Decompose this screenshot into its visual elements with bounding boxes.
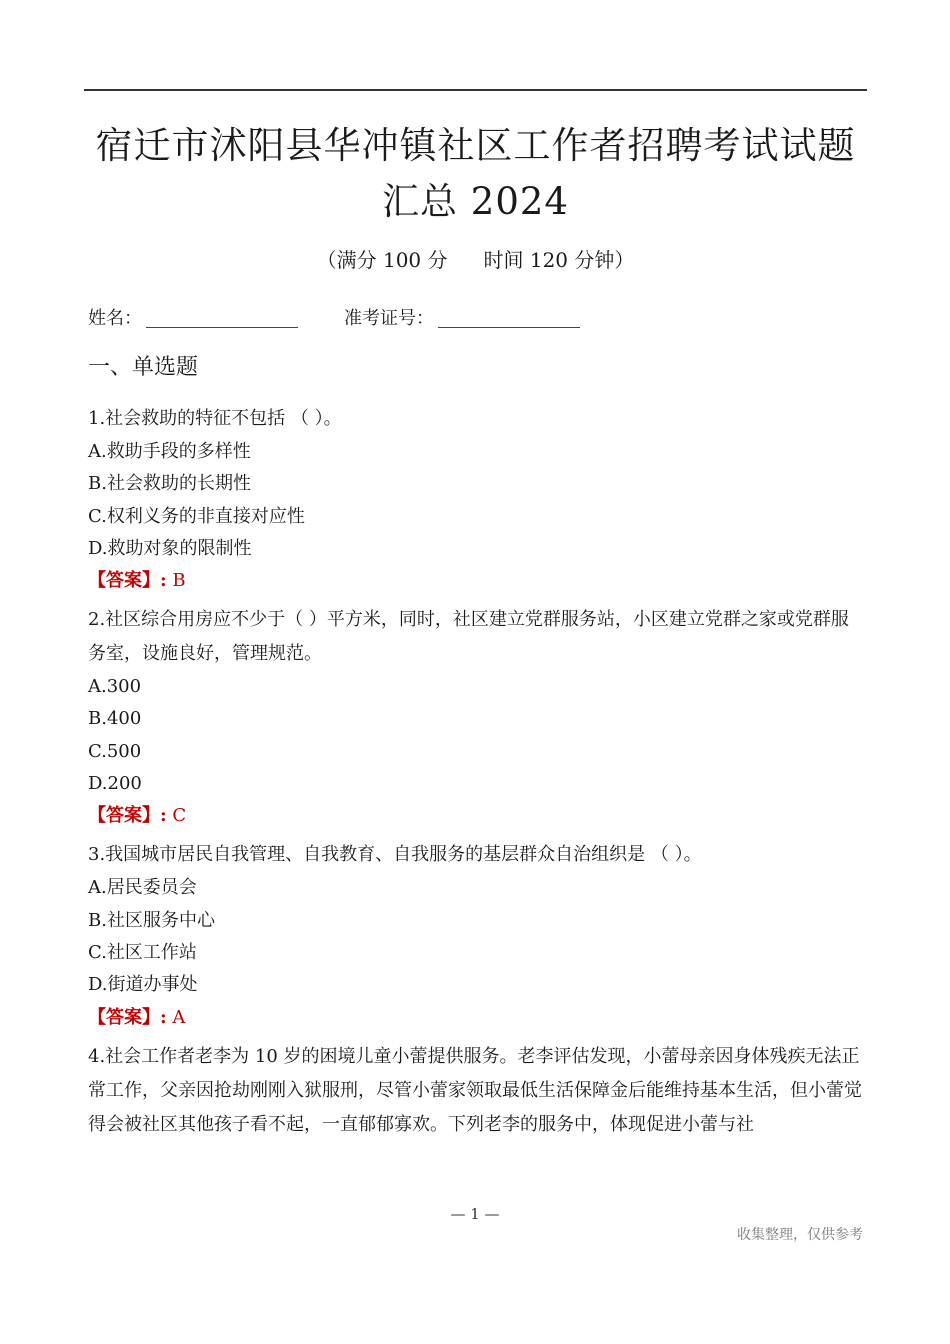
question-2-answer: [88, 800, 866, 832]
name-label: 姓名：: [88, 308, 142, 329]
question-2-option-b: B.400: [88, 708, 142, 730]
question-2-option-a: A.300: [88, 676, 142, 698]
question-2-option-c: C.500: [88, 740, 142, 762]
question-3-option-d: D.街道办事处: [88, 974, 198, 996]
question-1-option-b: B.社会救助的长期性: [88, 473, 251, 495]
title-line-2: 汇总 2024: [382, 180, 569, 223]
question-1-option-d: D.救助对象的限制性: [88, 537, 252, 559]
question-3-option-c: C.社区工作站: [88, 941, 197, 963]
answer-value: A: [172, 1006, 186, 1028]
exam-meta: [84, 244, 867, 273]
id-label: 准考证号：: [344, 308, 434, 329]
question-3-answer: [88, 1002, 866, 1034]
section-title: 一、单选题: [88, 355, 199, 380]
question-1-answer: [88, 565, 866, 597]
footer-note: 收集整理，仅供参考: [737, 1227, 863, 1243]
id-blank: [438, 309, 580, 328]
candidate-fields: [88, 304, 580, 330]
page-number: — 1 —: [450, 1205, 500, 1223]
score-info: （满分 100 分: [316, 248, 448, 272]
question-list: [88, 402, 866, 1142]
question-3-option-b: B.社区服务中心: [88, 909, 215, 931]
question-2-text: 2.社区综合用房应不少于（ ）平方米，同时，社区建立党群服务站，小区建立党群之家或党群服务室，设施良好，管理规范。: [88, 609, 849, 665]
answer-label: 【答案】:: [88, 1006, 167, 1028]
answer-value: C: [172, 805, 187, 827]
question-1-option-a: A.救助手段的多样性: [88, 441, 251, 462]
time-info: 时间 120 分钟）: [483, 248, 635, 272]
name-blank: [146, 309, 298, 328]
page-title: [84, 118, 867, 230]
question-1-text: 1.社会救助的特征不包括 （ ）。: [88, 408, 342, 429]
question-4-text: 4.社会工作者老李为 10 岁的困境儿童小蕾提供服务。老李评估发现，小蕾母亲因身体残疾无法正常工作，父亲因抢劫刚刚入狱服刑，尽管小蕾家领取最低生活保障金后能维持基本生活，但小蕾觉得会被社区其他孩子看不起，一直郁郁寡欢。下列老李的服务中，体现促进小蕾与社: [88, 1045, 862, 1135]
answer-label: 【答案】:: [88, 805, 167, 827]
question-2-option-d: D.200: [88, 773, 142, 795]
title-line-1: 宿迁市沭阳县华冲镇社区工作者招聘考试试题: [95, 124, 856, 167]
top-rule: [84, 89, 867, 91]
question-1-option-c: C.权利义务的非直接对应性: [88, 505, 305, 527]
answer-label: 【答案】:: [88, 570, 167, 592]
answer-value: B: [172, 570, 186, 592]
question-3-option-a: A.居民委员会: [88, 877, 197, 899]
question-3-text: 3.我国城市居民自我管理、自我教育、自我服务的基层群众自治组织是 （ ）。: [88, 844, 702, 866]
